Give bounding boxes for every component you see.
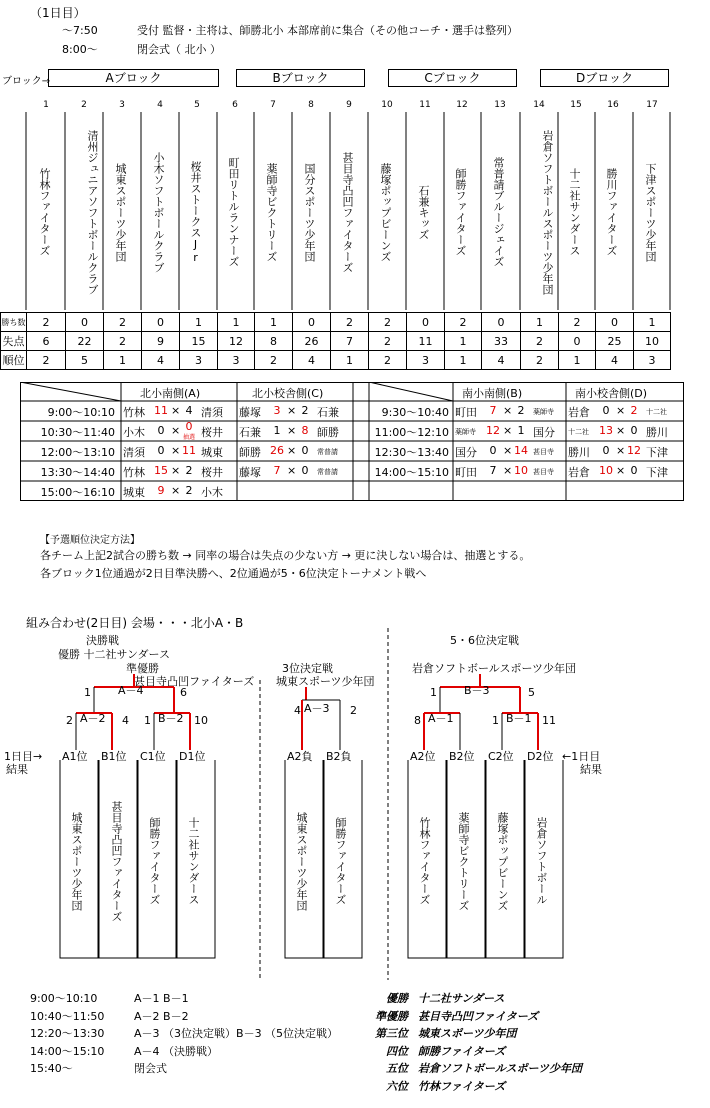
match-score2: 0 — [301, 444, 309, 457]
stat-cell: 2 — [521, 351, 559, 370]
stat-cell: 10 — [634, 332, 671, 351]
stat-cell: 5 — [66, 351, 104, 370]
slot-label: B2位 — [449, 750, 475, 763]
day2-time: 14:00～15:10 — [30, 1044, 105, 1058]
match-team1: 小木 — [123, 426, 145, 439]
match-team2: 甚目寺 — [533, 468, 554, 476]
b3-right-score: 5 — [528, 686, 535, 699]
slot-team: 薬師寺ビクトリーズ — [457, 811, 470, 911]
day-title: （1日目） — [30, 6, 86, 20]
match-score1: 0 — [602, 444, 610, 457]
slot-label: D1位 — [179, 750, 206, 763]
match-team1: 竹林 — [123, 466, 145, 479]
team-number: 13 — [494, 100, 506, 110]
stat-cell: 0 — [407, 313, 445, 332]
slot-team: 竹林ファイターズ — [418, 817, 431, 905]
result-team: 師勝ファイターズ — [418, 1044, 506, 1058]
stat-cell: 2 — [445, 313, 482, 332]
match-score1: 1 — [273, 424, 281, 437]
result-rank: 準優勝 — [375, 1009, 408, 1023]
match-team2: 石兼 — [317, 406, 339, 419]
day1-left: 1日目→ — [4, 750, 43, 763]
match-times: × — [503, 424, 513, 437]
rule-line2: 各ブロック1位通過が2日目準決勝へ、2位通過が5・6位決定トーナメント戦へ — [40, 567, 427, 580]
result-team: 竹林ファイターズ — [418, 1079, 506, 1093]
reception-time: ～7:50 — [62, 24, 98, 37]
team-number: 9 — [346, 100, 352, 110]
a1-left-score: 8 — [414, 714, 421, 727]
slot-team: 十二社サンダース — [187, 817, 200, 905]
team-number: 4 — [157, 100, 163, 110]
match-times: × — [287, 444, 297, 457]
slot-boxes — [0, 760, 710, 1020]
runner-up: 甚目寺凸凹ファイターズ — [134, 675, 255, 688]
match-team2: 十二社 — [646, 408, 667, 416]
stat-cell: 1 — [218, 313, 255, 332]
final-title: 決勝戦 — [86, 634, 119, 647]
team-name: 竹林ファイターズ — [38, 168, 51, 256]
stat-cell: 26 — [293, 332, 331, 351]
stat-cell: 4 — [142, 351, 180, 370]
match-team1: 竹林 — [123, 406, 145, 419]
match-team2: 師勝 — [317, 426, 339, 439]
day2-title: 組み合わせ(2日目) 会場・・・北小A・B — [26, 616, 244, 630]
header-c: 北小校舎側(C) — [252, 387, 324, 400]
match-team2: 甚目寺 — [533, 448, 554, 456]
b1-left-score: 1 — [492, 714, 499, 727]
header-d: 南小校舎側(D) — [575, 387, 648, 400]
header-a: 北小南側(A) — [140, 387, 201, 400]
a4-right-score: 6 — [180, 686, 187, 699]
match-times: × — [287, 404, 297, 417]
match-score2: 4 — [185, 404, 193, 417]
block-label: ブロック→ — [2, 76, 51, 87]
a2-left-score: 2 — [66, 714, 73, 727]
a3-right-score: 2 — [350, 704, 357, 717]
match-team1: 岩倉 — [568, 466, 590, 479]
team-number: 5 — [194, 100, 200, 110]
stat-cell: 0 — [293, 313, 331, 332]
result-rank: 優勝 — [386, 992, 408, 1005]
match-times: × — [171, 464, 181, 477]
match-times: × — [287, 464, 297, 477]
time-slot: 11:00～12:10 — [374, 426, 449, 439]
match-team1: 町田 — [455, 406, 477, 419]
block-b: Bブロック — [236, 69, 365, 87]
stat-cell: 1 — [445, 351, 482, 370]
stat-cell: 1 — [445, 332, 482, 351]
stat-cell: 3 — [634, 351, 671, 370]
team-number: 11 — [419, 100, 431, 110]
result-rank: 六位 — [386, 1079, 408, 1093]
stat-cell: 4 — [293, 351, 331, 370]
team-number: 2 — [81, 100, 87, 110]
team-name: 師勝ファイターズ — [454, 168, 467, 256]
match-score1: 0 — [489, 444, 497, 457]
match-team1: 藤塚 — [239, 406, 261, 419]
match-times: × — [503, 404, 513, 417]
rule-title: 【予選順位決定方法】 — [40, 535, 140, 546]
stat-label: 順位 — [1, 351, 27, 370]
time-slot: 9:00～10:10 — [47, 406, 115, 419]
result-rank: 第三位 — [375, 1027, 408, 1040]
fifth-winner: 岩倉ソフトボールスポーツ少年団 — [412, 662, 577, 675]
team-name: 勝川ファイターズ — [605, 168, 618, 256]
a2-right-score: 4 — [122, 714, 129, 727]
match-team1: 薬師寺 — [455, 428, 476, 436]
stat-cell: 2 — [104, 313, 142, 332]
match-team1: 勝川 — [568, 446, 590, 459]
match-score1: 7 — [273, 464, 281, 477]
match-times: × — [616, 424, 626, 437]
fifth-title: 5・6位決定戦 — [450, 634, 519, 647]
third-winner: 城東スポーツ少年団 — [276, 675, 375, 688]
stat-cell: 2 — [369, 332, 407, 351]
a3-left-score: 4 — [294, 704, 301, 717]
match-a2: A－2 — [80, 712, 106, 725]
slot-team: 師勝ファイターズ — [148, 817, 161, 905]
match-score1: 10 — [599, 464, 613, 477]
stat-cell: 2 — [255, 351, 293, 370]
match-team1: 藤塚 — [239, 466, 261, 479]
slot-label: A2位 — [410, 750, 436, 763]
time-slot: 9:30～10:40 — [381, 406, 449, 419]
stat-cell: 0 — [559, 332, 596, 351]
block-a: Aブロック — [48, 69, 219, 87]
team-name: 藤塚ポップビーンズ — [379, 162, 392, 262]
team-number: 10 — [381, 100, 393, 110]
team-name: 石兼キッズ — [417, 184, 430, 240]
match-times: × — [171, 424, 181, 437]
b2-right-score: 10 — [194, 714, 208, 727]
team-number: 6 — [232, 100, 238, 110]
stat-cell: 2 — [559, 313, 596, 332]
runner-up-label: 準優勝 — [126, 662, 159, 675]
match-score2: 2 — [185, 484, 193, 497]
match-score2: 14 — [514, 444, 528, 457]
match-team2: 常普請 — [317, 468, 338, 476]
result-team: 岩倉ソフトボールスポーツ少年団 — [418, 1062, 583, 1075]
b2-left-score: 1 — [144, 714, 151, 727]
result-team: 十二社サンダース — [418, 992, 505, 1005]
result-team: 甚目寺凸凹ファイターズ — [418, 1009, 539, 1023]
result-rank: 四位 — [386, 1044, 408, 1058]
team-name: 岩倉ソフトボールスポーツ少年団 — [541, 129, 554, 295]
stat-label: 失点 — [1, 332, 27, 351]
slot-label: A2負 — [287, 750, 313, 763]
match-score2: 2 — [517, 404, 525, 417]
stat-cell: 33 — [482, 332, 521, 351]
stat-cell: 8 — [255, 332, 293, 351]
match-times: × — [503, 464, 513, 477]
stat-cell: 25 — [596, 332, 634, 351]
block-c: Cブロック — [388, 69, 517, 87]
team-name: 薬師寺ビクトリーズ — [265, 162, 278, 262]
team-number: 15 — [570, 100, 582, 110]
match-score1: 26 — [270, 444, 284, 457]
match-team2: 常普請 — [317, 448, 338, 456]
winner: 優勝 十二社サンダース — [58, 648, 170, 661]
time-slot: 13:30～14:40 — [40, 466, 115, 479]
stat-cell: 2 — [331, 313, 369, 332]
match-score2: 2 — [301, 404, 309, 417]
match-team1: 十二社 — [568, 428, 589, 436]
opening-time: 8:00～ — [62, 43, 98, 56]
stat-cell: 7 — [331, 332, 369, 351]
stat-cell: 2 — [27, 313, 66, 332]
match-score2: 12 — [627, 444, 641, 457]
result-rank: 五位 — [386, 1062, 408, 1075]
team-number: 14 — [533, 100, 545, 110]
match-times: × — [287, 424, 297, 437]
team-number: 3 — [119, 100, 125, 110]
day2-time: 9:00～10:10 — [30, 992, 98, 1005]
match-score1: 0 — [157, 444, 165, 457]
slot-label: A1位 — [62, 750, 88, 763]
stat-label: 勝ち数 — [1, 313, 27, 332]
match-times: × — [616, 464, 626, 477]
match-team1: 石兼 — [239, 426, 261, 439]
slot-label: B1位 — [101, 750, 127, 763]
match-score2: 2 — [185, 464, 193, 477]
stat-cell: 4 — [596, 351, 634, 370]
b1-right-score: 11 — [542, 714, 556, 727]
match-score2: 11 — [182, 444, 196, 457]
stat-cell: 12 — [218, 332, 255, 351]
team-name: 常普請ブルージェイズ — [492, 157, 505, 267]
a4-left-score: 1 — [84, 686, 91, 699]
slot-team: 城東スポーツ少年団 — [70, 811, 83, 911]
stat-cell: 4 — [482, 351, 521, 370]
match-score2: 8 — [301, 424, 309, 437]
match-team1: 城東 — [123, 486, 145, 499]
slot-team: 藤塚ポップビーンズ — [496, 811, 509, 911]
match-team2: 勝川 — [646, 426, 668, 439]
stat-cell: 0 — [482, 313, 521, 332]
day2-match: A－4 （決勝戦） — [134, 1044, 219, 1058]
stat-cell: 1 — [521, 313, 559, 332]
team-name: 桜井ストークスJr — [189, 160, 202, 264]
match-score1: 3 — [273, 404, 281, 417]
team-number: 7 — [270, 100, 276, 110]
stat-cell: 9 — [142, 332, 180, 351]
team-name: 国分スポーツ少年団 — [303, 162, 316, 262]
match-b2: B－2 — [158, 712, 184, 725]
slot-team: 岩倉ソフトボール — [535, 817, 548, 905]
match-score2: 0 — [630, 464, 638, 477]
match-score1: 7 — [489, 464, 497, 477]
day2-time: 12:20～13:30 — [30, 1027, 105, 1040]
team-number: 17 — [646, 100, 658, 110]
match-score2: 0 — [301, 464, 309, 477]
slot-label: C2位 — [488, 750, 514, 763]
third-title: 3位決定戦 — [282, 662, 333, 675]
match-team2: 城東 — [201, 446, 223, 459]
day1-right: ←1日目 — [562, 750, 601, 763]
team-name: 町田リトルランナーズ — [227, 157, 240, 267]
match-team2: 下津 — [646, 446, 668, 459]
match-score2: 10 — [514, 464, 528, 477]
day1-left2: 結果 — [6, 763, 28, 776]
slot-label: B2負 — [326, 750, 352, 763]
match-team2: 薬師寺 — [533, 408, 554, 416]
team-name: 十二社サンダース — [568, 168, 581, 256]
match-score1: 11 — [154, 404, 168, 417]
slot-label: C1位 — [140, 750, 166, 763]
match-times: × — [616, 444, 626, 457]
match-score1: 7 — [489, 404, 497, 417]
match-times: × — [171, 444, 181, 457]
stat-cell: 1 — [180, 313, 218, 332]
team-name: 甚目寺凸凹ファイターズ — [341, 151, 354, 273]
slot-label: D2位 — [527, 750, 554, 763]
stat-cell: 1 — [634, 313, 671, 332]
stat-cell: 2 — [104, 332, 142, 351]
block-d: Dブロック — [540, 69, 669, 87]
stat-cell: 2 — [521, 332, 559, 351]
match-score1: 12 — [486, 424, 500, 437]
result-team: 城東スポーツ少年団 — [418, 1027, 517, 1040]
day2-match: A－1 B－1 — [134, 992, 189, 1005]
match-team2: 清須 — [201, 406, 223, 419]
team-name: 小木ソフトボールクラブ — [152, 151, 165, 273]
match-team1: 清須 — [123, 446, 145, 459]
stat-cell: 1 — [331, 351, 369, 370]
stat-cell: 22 — [66, 332, 104, 351]
time-slot: 15:00～16:10 — [40, 486, 115, 499]
match-team1: 岩倉 — [568, 406, 590, 419]
day2-match: A－3 （3位決定戦）B－3 （5位決定戦） — [134, 1027, 339, 1040]
day2-time: 15:40～ — [30, 1062, 73, 1075]
opening-text: 閉会式（ 北小 ） — [137, 43, 221, 56]
time-slot: 12:30～13:40 — [374, 446, 449, 459]
stat-cell: 0 — [596, 313, 634, 332]
team-number: 16 — [607, 100, 619, 110]
reception-text: 受付 監督・主将は、師勝北小 本部席前に集合（その他コーチ・選手は整列） — [137, 24, 518, 37]
team-name: 城東スポーツ少年団 — [114, 162, 127, 262]
slot-team: 甚目寺凸凹ファイターズ — [110, 800, 123, 922]
stat-cell: 2 — [27, 351, 66, 370]
stat-cell: 1 — [559, 351, 596, 370]
slot-team: 城東スポーツ少年団 — [295, 811, 308, 911]
time-slot: 12:00～13:10 — [40, 446, 115, 459]
match-score1: 9 — [157, 484, 165, 497]
slot-team: 師勝ファイターズ — [334, 817, 347, 905]
match-team2: 小木 — [201, 486, 223, 499]
stat-cell: 2 — [369, 351, 407, 370]
match-team1: 国分 — [455, 446, 477, 459]
stat-cell: 15 — [180, 332, 218, 351]
match-team2: 桜井 — [201, 426, 223, 439]
team-name: 清州ジュニアソフトボールクラブ — [86, 129, 99, 295]
match-score2: 0 — [185, 420, 193, 433]
day2-time: 10:40～11:50 — [30, 1009, 105, 1023]
day2-match: 閉会式 — [134, 1062, 167, 1075]
match-times: × — [616, 404, 626, 417]
stat-cell: 11 — [407, 332, 445, 351]
match-times: × — [171, 404, 181, 417]
match-team1: 町田 — [455, 466, 477, 479]
match-score1: 0 — [602, 404, 610, 417]
stat-cell: 0 — [66, 313, 104, 332]
time-slot: 10:30～11:40 — [40, 426, 115, 439]
match-a1: A－1 — [428, 712, 454, 725]
stat-cell: 1 — [255, 313, 293, 332]
match-b1: B－1 — [506, 712, 532, 725]
stat-cell: 0 — [142, 313, 180, 332]
time-slot: 14:00～15:10 — [374, 466, 449, 479]
header-b: 南小南側(B) — [462, 387, 523, 400]
match-times: × — [503, 444, 513, 457]
match-score1: 13 — [599, 424, 613, 437]
match-b3: B－3 — [464, 684, 490, 697]
match-team1: 師勝 — [239, 446, 261, 459]
stats-table — [0, 312, 671, 370]
day2-match: A－2 B－2 — [134, 1009, 189, 1023]
match-score1: 15 — [154, 464, 168, 477]
b3-left-score: 1 — [430, 686, 437, 699]
team-number: 8 — [308, 100, 314, 110]
match-a4: A－4 — [118, 684, 144, 697]
match-score2: 2 — [630, 404, 638, 417]
match-score2: 0 — [630, 424, 638, 437]
match-score1: 0 — [157, 424, 165, 437]
match-team2: 下津 — [646, 466, 668, 479]
match-score2: 1 — [517, 424, 525, 437]
match-a3: A－3 — [304, 702, 330, 715]
team-name: 下津スポーツ少年団 — [644, 162, 657, 262]
team-number: 12 — [456, 100, 468, 110]
stat-cell: 2 — [369, 313, 407, 332]
stat-cell: 1 — [104, 351, 142, 370]
rule-line1: 各チーム上記2試合の勝ち数 → 同率の場合は失点の少ない方 → 更に決しない場合は、抽選とする。 — [40, 549, 531, 562]
match-team2: 桜井 — [201, 466, 223, 479]
day1-right2: 結果 — [580, 763, 602, 776]
match-team2: 国分 — [533, 426, 555, 439]
match-times: × — [171, 484, 181, 497]
stat-cell: 3 — [218, 351, 255, 370]
lottery-note: 抽選 — [183, 434, 196, 441]
team-number: 1 — [43, 100, 49, 110]
stat-cell: 6 — [27, 332, 66, 351]
stat-cell: 3 — [407, 351, 445, 370]
stat-cell: 3 — [180, 351, 218, 370]
